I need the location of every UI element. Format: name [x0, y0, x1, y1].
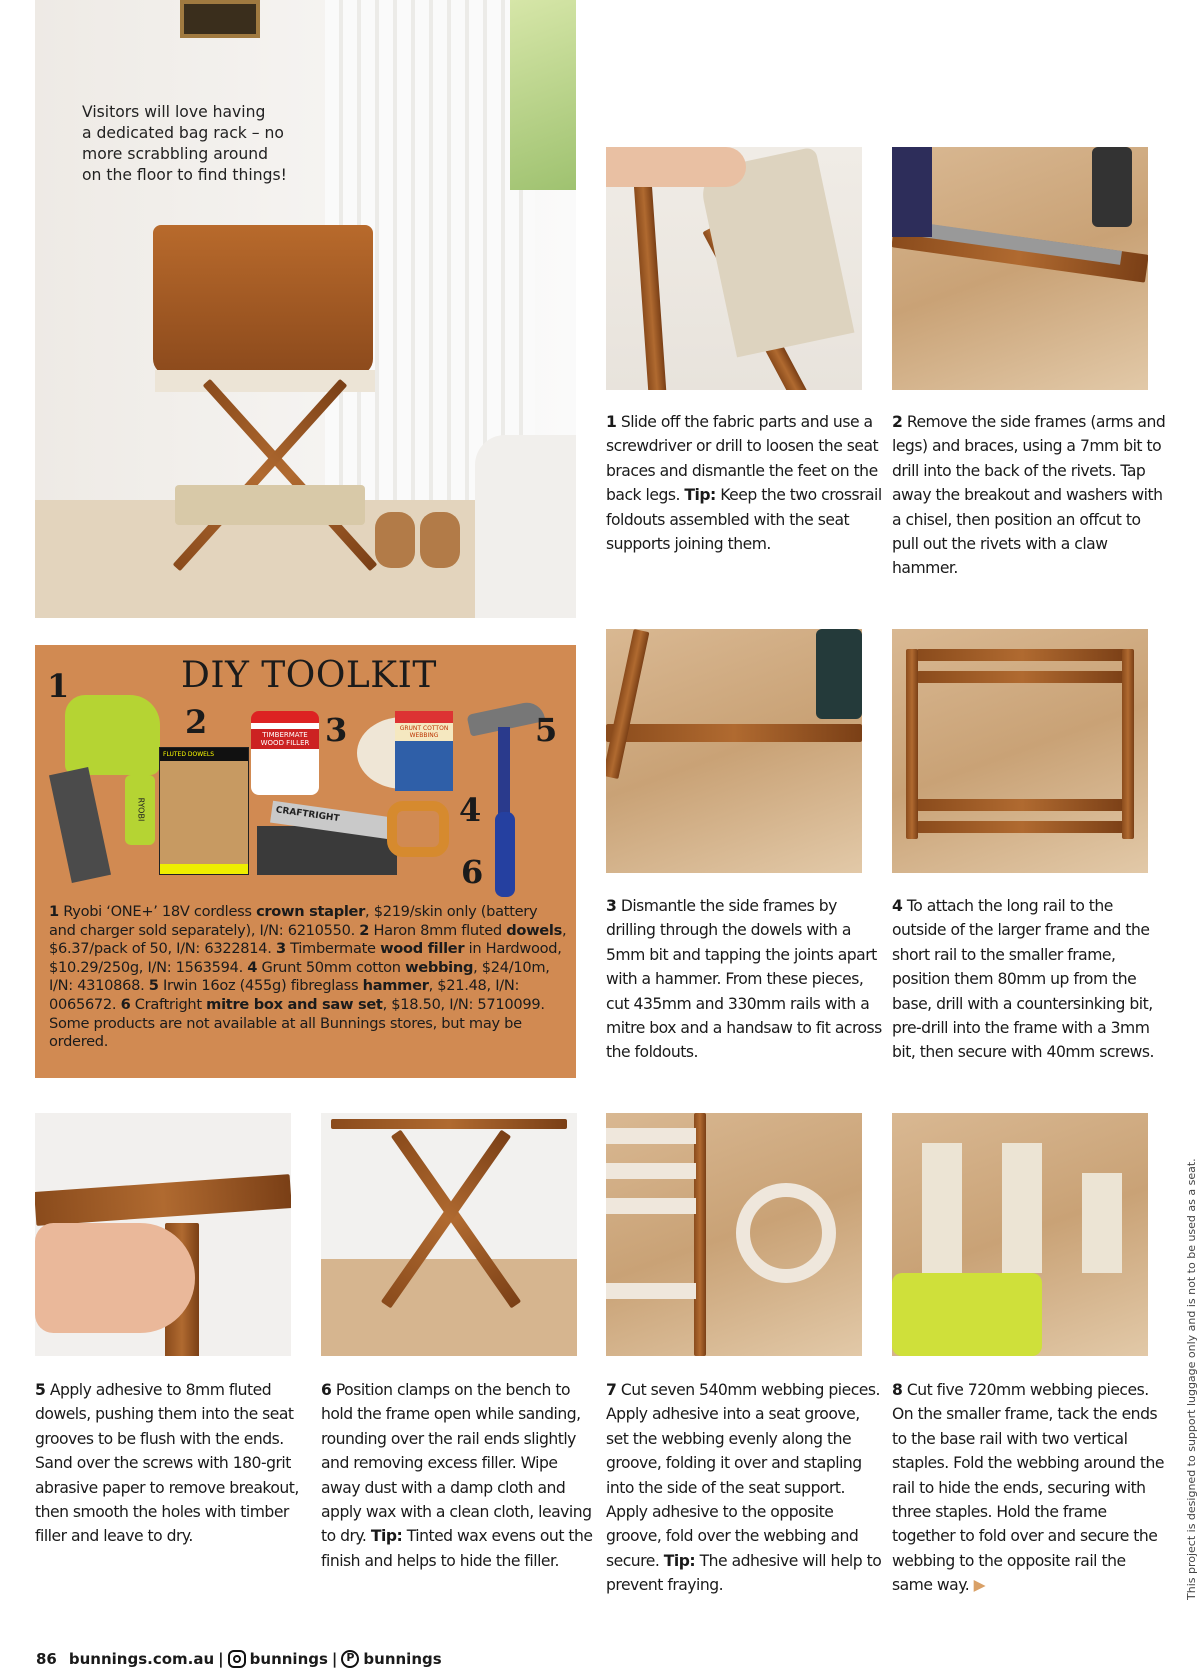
- dowels-label: FLUTED DOWELS: [160, 748, 248, 761]
- wood-filler-tub-image: [251, 711, 319, 795]
- disclaimer: This project is designed to support luggage only and is not to be used as a seat.: [1185, 1158, 1198, 1600]
- toolkit-text-bold: 1: [49, 903, 59, 920]
- toolkit-text-bold: 5: [148, 977, 159, 995]
- step-number: 6: [321, 1381, 332, 1399]
- lower-shelf: [175, 485, 365, 525]
- toolkit-text-bold: crown stapler: [256, 903, 366, 920]
- pinterest-handle[interactable]: bunnings: [363, 1650, 442, 1668]
- leather-bag: [153, 225, 373, 375]
- tip-label: Tip:: [663, 1551, 696, 1570]
- step-2-photo: [892, 147, 1148, 390]
- instagram-icon: [228, 1650, 246, 1668]
- toolkit-text-bold: mitre box and saw set: [206, 995, 383, 1013]
- step-number: 1: [606, 413, 617, 431]
- item-number: 1: [47, 667, 70, 705]
- toolkit-text: , $219/skin only (battery and charger sold separately), I/N: 6210550.: [49, 903, 538, 939]
- toolkit-text-bold: hammer: [362, 977, 429, 995]
- item-number: 6: [461, 853, 484, 891]
- step-6-photo: [321, 1113, 577, 1356]
- tip-text: Keep the two crossrail foldouts assembled with the seat supports joining them.: [606, 486, 882, 554]
- stapler-brand-label: RYOBI: [136, 797, 146, 822]
- wall-picture: [180, 0, 260, 38]
- webbing-pack-image: [395, 711, 453, 791]
- hammer-image: [490, 707, 516, 897]
- separator: |: [331, 1650, 338, 1668]
- step-7-text: [606, 1378, 882, 1598]
- bed: [475, 435, 576, 618]
- step-3-text: [606, 894, 882, 1065]
- continue-arrow-icon: ▶: [973, 1576, 986, 1595]
- toolkit-text: , $24/10m, I/N: 4310868.: [49, 958, 550, 995]
- slipper: [375, 512, 415, 568]
- caption-line: Visitors will love having: [82, 103, 266, 121]
- toolkit-text: Ryobi ‘ONE+’ 18V cordless: [58, 903, 257, 920]
- toolkit-description: [49, 903, 567, 1052]
- website-link[interactable]: bunnings.com.au: [68, 1650, 215, 1668]
- toolkit-text: Grunt 50mm cotton: [257, 958, 406, 976]
- toolkit-title: DIY TOOLKIT: [181, 655, 437, 696]
- step-number: 8: [892, 1381, 903, 1399]
- pinterest-icon: P: [341, 1650, 359, 1668]
- toolkit-text-bold: 2: [359, 921, 370, 939]
- toolkit-text-bold: webbing: [405, 958, 474, 976]
- toolkit-text-bold: 6: [120, 995, 131, 1013]
- toolkit-text: in Hardwood, $10.29/250g, I/N: 1563594.: [49, 940, 562, 976]
- diy-toolkit-panel: [35, 645, 576, 1078]
- toolkit-text: Timbermate: [285, 940, 381, 958]
- step-body: Slide off the fabric parts and use a screwdriver or drill to loosen the seat braces and dismantle the feet on the back legs.: [606, 413, 879, 505]
- step-body: Cut seven 540mm webbing pieces. Apply adhesive into a seat groove, set the webbing evenly along the groove, folding it over and stapling into the side of the seat support. Apply adhesive to the opposite groove, fold over the webbing and secure.: [606, 1381, 880, 1570]
- webbing-label: GRUNT COTTON WEBBING: [395, 723, 453, 741]
- window: [510, 0, 576, 190]
- toolkit-text: , $21.48, I/N: 0065672.: [49, 977, 520, 1013]
- step-5-photo: [35, 1113, 291, 1356]
- caption-line: more scrabbling around: [82, 145, 269, 163]
- toolkit-text: Irwin 16oz (455g) fibreglass: [158, 977, 363, 995]
- step-6-text: [321, 1378, 597, 1573]
- caption-line: on the floor to find things!: [82, 166, 287, 184]
- saw-blade: CRAFTRIGHT: [270, 801, 392, 839]
- item-number: 2: [185, 703, 208, 741]
- slipper: [420, 512, 460, 568]
- step-number: 7: [606, 1381, 617, 1399]
- item-number: 4: [459, 791, 482, 829]
- stapler-image: [45, 675, 165, 875]
- item-number: 5: [535, 711, 558, 749]
- step-2-text: [892, 410, 1168, 581]
- step-8-text: [892, 1378, 1168, 1598]
- toolkit-text-bold: dowels: [506, 921, 562, 939]
- tip-text: The adhesive will help to prevent fraying.: [606, 1551, 882, 1595]
- dowels-pack-image: [159, 747, 249, 875]
- filler-label: TIMBERMATE WOOD FILLER: [251, 729, 319, 749]
- step-7-photo: [606, 1113, 862, 1356]
- step-4-photo: [892, 629, 1148, 873]
- toolkit-text-bold: wood filler: [380, 940, 465, 958]
- tip-label: Tip:: [684, 486, 716, 505]
- separator: |: [218, 1650, 224, 1668]
- step-body: Cut five 720mm webbing pieces. On the smaller frame, tack the ends to the base rail with two vertical staples. Fold the webbing around the rail to hide the ends, securing with three staples. Hold the frame together to fold over and secure the webbing to the opposite rail the same way.: [892, 1381, 1164, 1595]
- step-3-photo: [606, 629, 862, 873]
- hero-photo-bag-rack: [35, 0, 576, 618]
- caption-line: a dedicated bag rack – no: [82, 124, 284, 142]
- step-body: Dismantle the side frames by drilling through the dowels with a 5mm bit and tapping the joints apart with a hammer. From these pieces, cut 435mm and 330mm rails with a mitre box and a handsaw to fit across the foldouts.: [606, 897, 882, 1062]
- step-number: 5: [35, 1381, 46, 1399]
- toolkit-text: , $18.50, I/N: 5710099. Some products are not available at all Bunnings stores, but may be ordered.: [49, 995, 545, 1051]
- step-number: 3: [606, 897, 617, 915]
- footer: [36, 1650, 442, 1668]
- page-number: 86: [36, 1650, 57, 1668]
- step-1-text: [606, 410, 882, 556]
- step-body: Position clamps on the bench to hold the frame open while sanding, rounding over the rail ends slightly and removing excess filler. Wipe away dust with a damp cloth and apply wax with a clean cloth, leaving to dry.: [321, 1381, 592, 1546]
- step-4-text: [892, 894, 1168, 1065]
- step-body: Apply adhesive to 8mm fluted dowels, pushing them into the seat grooves to be flush with the ends. Sand over the screws with 180-grit abrasive paper to remove breakout, then smooth the holes with timber filler and leave to dry.: [35, 1381, 299, 1546]
- instagram-handle[interactable]: bunnings: [249, 1650, 328, 1668]
- saw-handle: [387, 801, 449, 857]
- item-number: 3: [325, 711, 348, 749]
- step-body: Remove the side frames (arms and legs) and braces, using a 7mm bit to drill into the back of the rivets. Tap away the breakout and washers with a chisel, then position an offcut to pull out the rivets with a claw hammer.: [892, 413, 1166, 578]
- step-1-photo: [606, 147, 862, 390]
- step-8-photo: [892, 1113, 1148, 1356]
- step-number: 4: [892, 897, 903, 915]
- tip-text: Tinted wax evens out the finish and helps to hide the filler.: [321, 1527, 593, 1570]
- tip-label: Tip:: [370, 1527, 403, 1546]
- hero-caption: [82, 102, 287, 186]
- step-5-text: [35, 1378, 311, 1549]
- toolkit-text-bold: 4: [247, 958, 258, 976]
- step-number: 2: [892, 413, 903, 431]
- toolkit-text: , $6.37/pack of 50, I/N: 6322814.: [49, 921, 567, 958]
- toolkit-text-bold: 3: [275, 940, 286, 958]
- toolkit-text: Craftright: [130, 995, 207, 1013]
- step-body: To attach the long rail to the outside of the larger frame and the short rail to the smaller frame, position them 80mm up from the base, drill with a countersinking bit, pre-drill into the frame with a 3mm bit, then secure with 40mm screws.: [892, 897, 1154, 1062]
- toolkit-text: Haron 8mm fluted: [369, 921, 507, 939]
